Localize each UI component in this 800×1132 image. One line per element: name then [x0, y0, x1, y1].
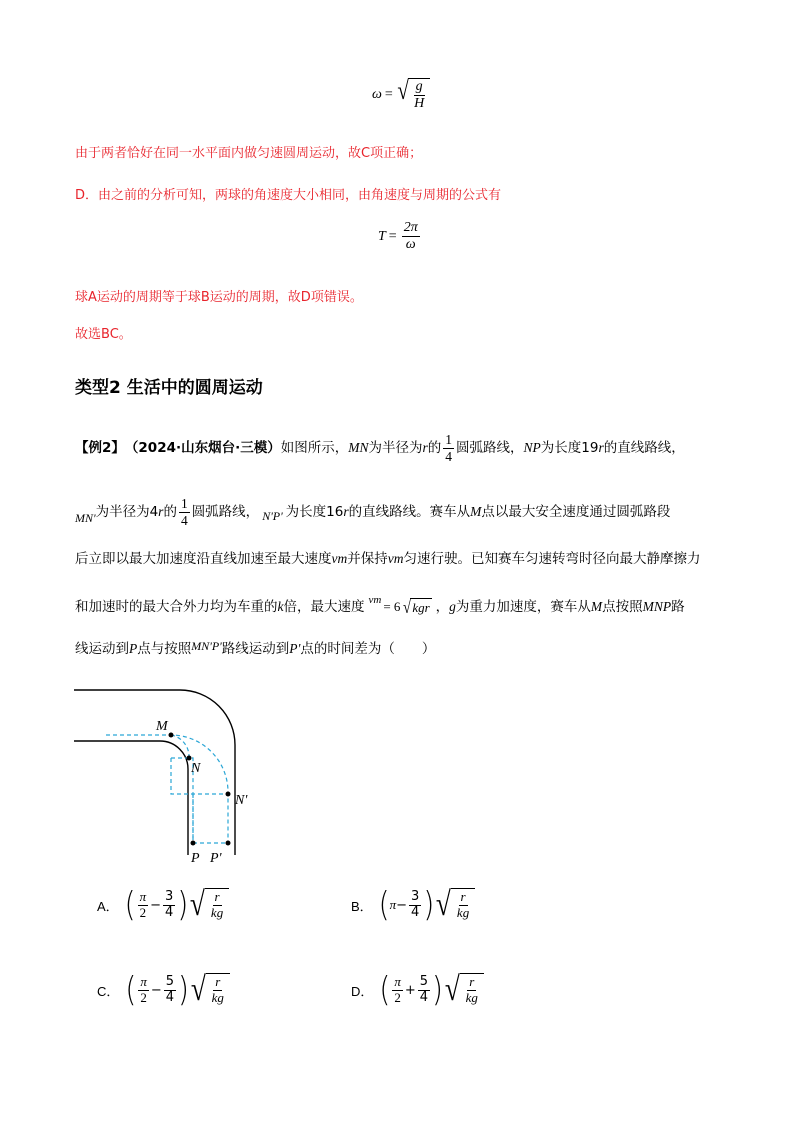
example-line-2: MN' 为半径为4 r 的 $\frac{1}{4}$ 圆弧路线， N'P' 为长度16 r 的直线路线。赛车从 M 点以最大安全速度通过圆弧路段: [75, 496, 671, 528]
solution-line-period: 球A运动的周期等于球B运动的周期，故D项错误。: [75, 290, 363, 305]
point-n-prime: [226, 792, 231, 797]
sqrt-g-over-h: [396, 78, 430, 112]
option-a[interactable]: A． ( $\frac{\pi}{2}$ − $\frac{3}{4}$ ) √ $\frac{r}{kg}$: [97, 888, 229, 922]
example-line-3: 后立即以最大加速度沿直线加速至最大速度 vm 并保持 vm 匀速行驶。已知赛车匀速转弯时径向最大静摩擦力: [75, 551, 701, 567]
example-line-4: 和加速时的最大合外力均为车重的 k 倍，最大速度 vm = 6 √ kgr ， g 为重力加速度，赛车从 M 点按照 MNP 路: [75, 594, 685, 617]
label-n-prime: N': [235, 793, 248, 808]
radical-sign: √: [403, 597, 412, 617]
radical-sign: √: [444, 971, 460, 1008]
equals-sign: =: [384, 87, 393, 103]
point-p-prime: [226, 841, 231, 846]
radical-sign: √: [397, 76, 409, 105]
option-c[interactable]: C． ( $\frac{\pi}{2}$ − $\frac{5}{4}$ ) √ $\frac{r}{kg}$: [97, 973, 230, 1007]
outer-track-line: [74, 690, 235, 855]
example-tag: 【例2】: [75, 439, 125, 456]
point-p: [191, 841, 196, 846]
fraction-quarter: $\frac{1}{4}$: [180, 496, 188, 528]
example-line-5: 线运动到 P 点与按照 MN'P' 路线运动到 P' 点的时间差为（ ）: [75, 638, 436, 657]
radical-sign: √: [190, 971, 206, 1008]
frac-num-2pi: 2π: [402, 220, 420, 237]
vm-formula: vm = 6 √ kgr: [368, 594, 430, 617]
frac-den-omega: ω: [405, 237, 416, 253]
radical-sign: √: [436, 886, 452, 923]
example-line-1: 【例2】 （2024·山东烟台·三模） 如图所示， MN 为半径为 r 的 $\frac{1}{4}$ 圆弧路线， NP 为长度19 r 的直线路线，: [75, 432, 685, 464]
radical-sign: √: [190, 886, 206, 923]
point-n: [187, 756, 192, 761]
option-b[interactable]: B． ( π − $\frac{3}{4}$ ) √ $\frac{r}{kg}$: [351, 888, 475, 922]
fraction-quarter: $\frac{1}{4}$: [445, 432, 453, 464]
omega-symbol: ω: [372, 87, 382, 103]
solution-answer: 故选BC。: [75, 327, 132, 342]
label-n: N: [191, 761, 201, 776]
label-p-prime: P': [210, 851, 222, 866]
equals-sign: =: [388, 228, 397, 244]
dashed-route-mnp-prime: [106, 735, 228, 843]
track-diagram: [60, 680, 280, 870]
frac-num-g: g: [414, 79, 425, 96]
label-p: P: [191, 851, 200, 866]
section-heading: 类型2 生活中的圆周运动: [75, 378, 263, 398]
point-m: [169, 733, 174, 738]
solution-line-c: 由于两者恰好在同一水平面内做匀速圆周运动，故C项正确；: [75, 146, 423, 161]
frac-den-h: H: [414, 96, 425, 112]
example-source: （2024·山东烟台·三模）: [124, 439, 281, 456]
label-m: M: [156, 719, 168, 734]
period-symbol: T: [378, 228, 386, 244]
solution-line-d: D．由之前的分析可知，两球的角速度大小相同，由角速度与周期的公式有: [75, 188, 502, 203]
formula-period: [378, 220, 422, 253]
option-d[interactable]: D． ( $\frac{\pi}{2}$ + $\frac{5}{4}$ ) √ $\frac{r}{kg}$: [351, 973, 484, 1007]
formula-omega: [372, 78, 430, 112]
